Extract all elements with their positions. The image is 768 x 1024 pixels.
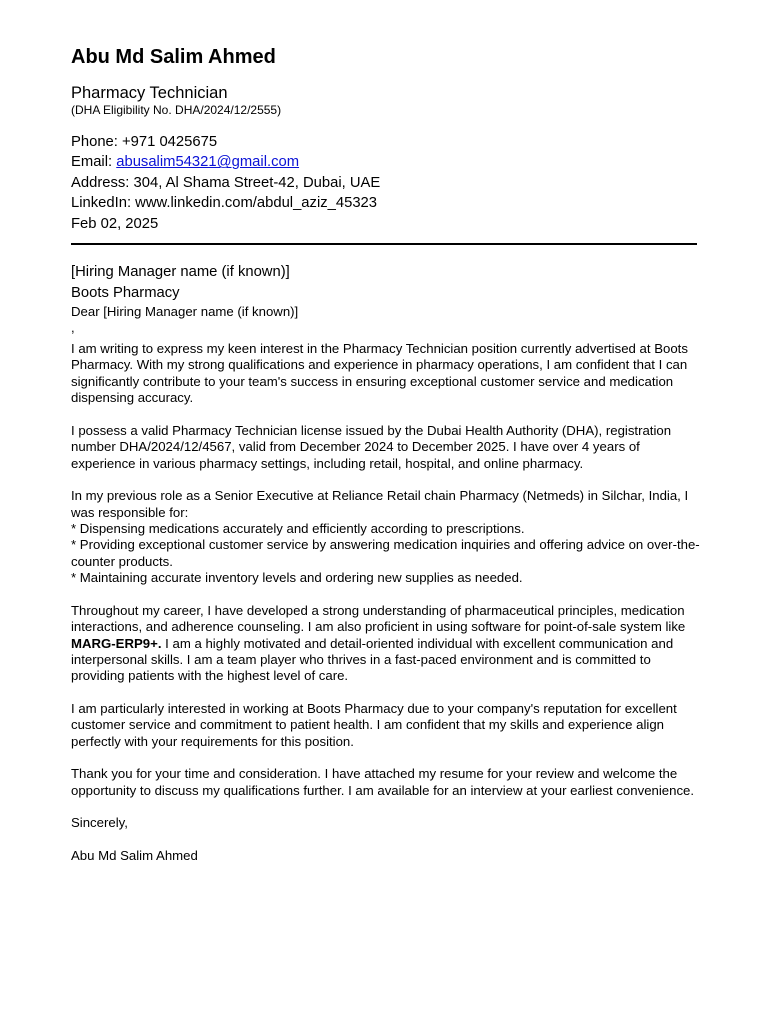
linkedin-label: LinkedIn: <box>71 195 136 212</box>
email-link[interactable]: abusalim54321@gmail.com <box>116 154 300 171</box>
skills-text-after: I am a highly motivated and detail-oriented individual with excellent communication and interpersonal skills. I am a team player who thrives in a fast-paced environment and is committed to providing patients with the highest level of care. <box>71 635 674 684</box>
paragraph-thanks: Thank you for your time and consideration. I have attached my resume for your review and welcome the opportunity to discuss my qualifications further. I am available for an interview at your earliest convenience. <box>71 766 695 798</box>
address-label: Address: <box>71 174 134 191</box>
phone-line <box>71 132 380 152</box>
salutation-comma: , <box>71 320 75 335</box>
responsibility-item: * Dispensing medications accurately and efficiently according to prescriptions. <box>71 521 525 537</box>
linkedin-value: www.linkedin.com/abdul_aziz_45323 <box>135 195 378 212</box>
letter-date: Feb 02, 2025 <box>71 215 159 232</box>
recipient-block <box>71 262 290 303</box>
email-label: Email: <box>71 154 117 171</box>
linkedin-line <box>71 193 380 213</box>
header-divider <box>71 243 697 245</box>
job-title: Pharmacy Technician <box>71 84 228 102</box>
paragraph-intro: I am writing to express my keen interest in the Pharmacy Technician position currently advertised at Boots Pharmacy. With my strong qualifications and experience in pharmacy operations, I am confident that I can significantly contribute to your team's success in ensuring exceptional customer service and medication dispensing accuracy. <box>71 341 688 406</box>
previous-role-intro: In my previous role as a Senior Executive at Reliance Retail chain Pharmacy (Netmeds) in Silchar, India, I was responsible for: <box>71 488 689 520</box>
dha-eligibility: (DHA Eligibility No. DHA/2024/12/2555) <box>71 103 282 117</box>
closing: Sincerely, <box>71 815 128 831</box>
signature-name: Abu Md Salim Ahmed <box>71 848 198 864</box>
paragraph-interest: I am particularly interested in working at Boots Pharmacy due to your company's reputation for excellent customer service and commitment to patient health. I am confident that my skills and experience align perfectly with your requirements for this position. <box>71 701 677 749</box>
address-line <box>71 173 380 193</box>
paragraph-license: I possess a valid Pharmacy Technician license issued by the Dubai Health Authority (DHA), registration number DHA/2024/12/4567, valid from December 2024 to December 2025. I have over 4 years of experience in various pharmacy settings, including retail, hospital, and online pharmacy. <box>71 422 672 471</box>
software-name: MARG-ERP9+. <box>71 635 162 651</box>
responsibility-item: * Providing exceptional customer service by answering medication inquiries and offering advice on over-the-counter products. <box>71 537 700 569</box>
responsibility-item: * Maintaining accurate inventory levels and ordering new supplies as needed. <box>71 570 523 586</box>
letter-body <box>71 341 701 881</box>
salutation: Dear [Hiring Manager name (if known)] <box>71 304 299 319</box>
phone-label: Phone: <box>71 134 123 150</box>
recipient-company: Boots Pharmacy <box>71 284 180 301</box>
phone-value: +971 0425675 <box>122 134 218 150</box>
skills-text-before: Throughout my career, I have developed a strong understanding of pharmaceutical principles, medication interactions, and adherence counseling. I am also proficient in using software for point-of-sale system like <box>71 602 686 635</box>
email-line <box>71 152 380 172</box>
recipient-manager: [Hiring Manager name (if known)] <box>71 264 290 280</box>
paragraph-previous-role <box>71 488 701 586</box>
contact-block <box>71 132 380 234</box>
address-value: 304, Al Shama Street-42, Dubai, UAE <box>133 174 381 191</box>
paragraph-skills <box>71 603 701 685</box>
applicant-name: Abu Md Salim Ahmed <box>71 46 276 68</box>
